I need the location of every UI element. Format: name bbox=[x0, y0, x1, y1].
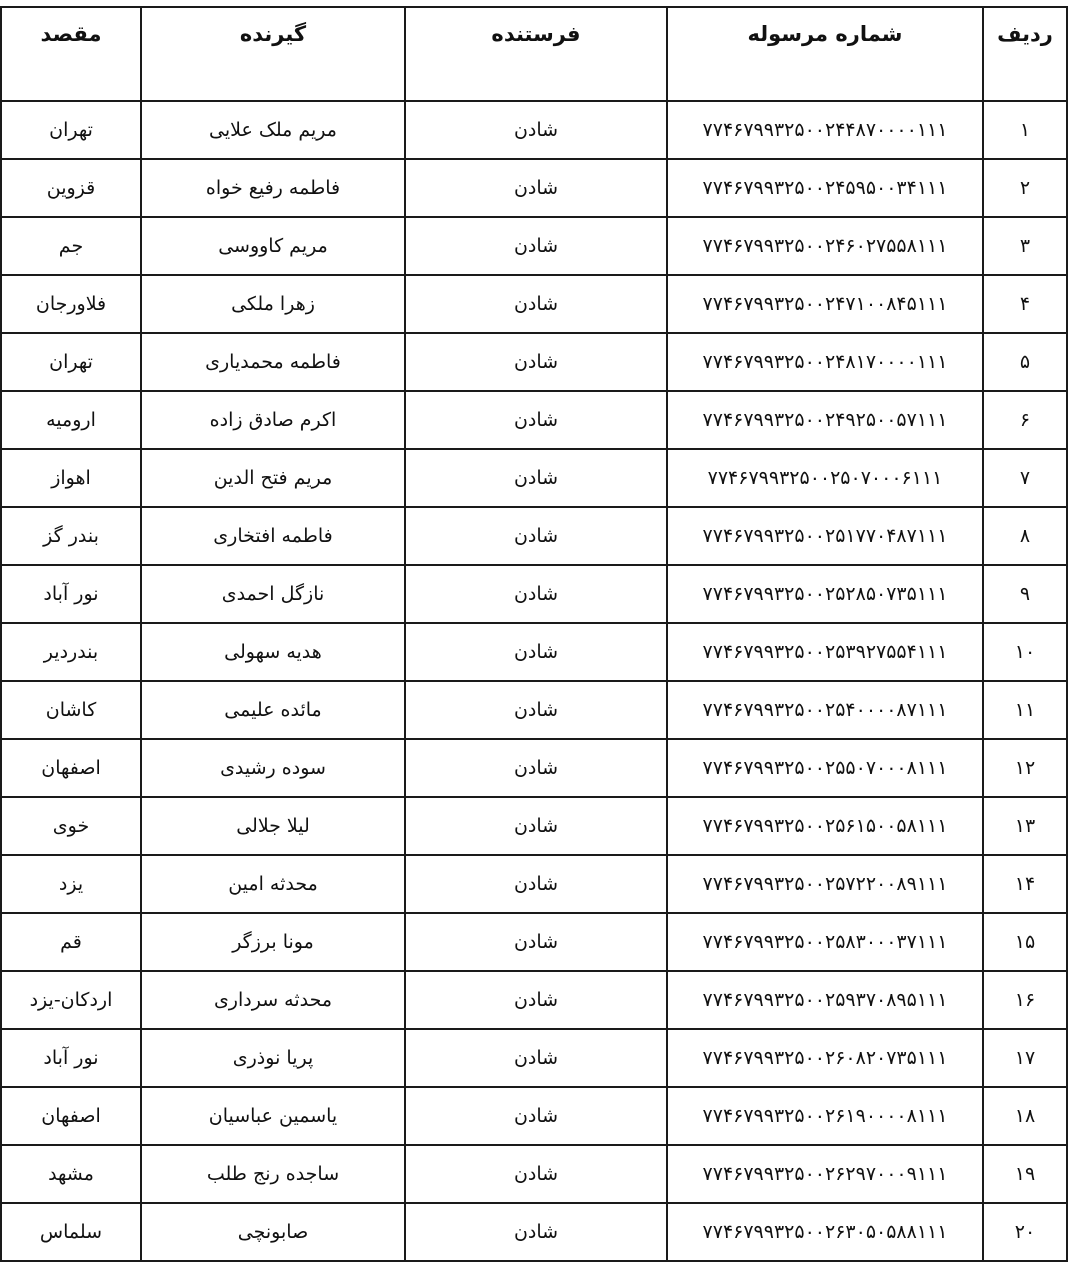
cell-sender: شادن bbox=[405, 1203, 667, 1261]
cell-row-number: ۱۹ bbox=[983, 1145, 1067, 1203]
cell-sender: شادن bbox=[405, 101, 667, 159]
cell-sender: شادن bbox=[405, 681, 667, 739]
cell-receiver: مونا برزگر bbox=[141, 913, 405, 971]
cell-destination: اصفهان bbox=[1, 739, 141, 797]
cell-sender: شادن bbox=[405, 1087, 667, 1145]
cell-receiver: فاطمه رفیع خواه bbox=[141, 159, 405, 217]
table-row bbox=[1, 217, 1067, 275]
cell-receiver: فاطمه محمدیاری bbox=[141, 333, 405, 391]
cell-row-number: ۷ bbox=[983, 449, 1067, 507]
cell-tracking-number: ۷۷۴۶۷۹۹۳۲۵۰۰۲۴۵۹۵۰۰۳۴۱۱۱ bbox=[667, 159, 983, 217]
table-row bbox=[1, 159, 1067, 217]
header-tracking-number: شماره مرسوله bbox=[667, 7, 983, 101]
cell-receiver: ساجده رنج طلب bbox=[141, 1145, 405, 1203]
cell-destination: قزوین bbox=[1, 159, 141, 217]
table-row bbox=[1, 913, 1067, 971]
cell-sender: شادن bbox=[405, 449, 667, 507]
cell-row-number: ۸ bbox=[983, 507, 1067, 565]
cell-destination: اصفهان bbox=[1, 1087, 141, 1145]
table-row bbox=[1, 449, 1067, 507]
cell-receiver: نازگل احمدی bbox=[141, 565, 405, 623]
cell-sender: شادن bbox=[405, 1029, 667, 1087]
cell-receiver: اکرم صادق زاده bbox=[141, 391, 405, 449]
cell-receiver: مریم کاووسی bbox=[141, 217, 405, 275]
table-row bbox=[1, 739, 1067, 797]
cell-tracking-number: ۷۷۴۶۷۹۹۳۲۵۰۰۲۶۰۸۲۰۷۳۵۱۱۱ bbox=[667, 1029, 983, 1087]
cell-sender: شادن bbox=[405, 971, 667, 1029]
cell-sender: شادن bbox=[405, 797, 667, 855]
header-sender: فرستنده bbox=[405, 7, 667, 101]
cell-row-number: ۴ bbox=[983, 275, 1067, 333]
cell-row-number: ۱۶ bbox=[983, 971, 1067, 1029]
cell-tracking-number: ۷۷۴۶۷۹۹۳۲۵۰۰۲۵۶۱۵۰۰۵۸۱۱۱ bbox=[667, 797, 983, 855]
cell-destination: نور آباد bbox=[1, 1029, 141, 1087]
cell-sender: شادن bbox=[405, 391, 667, 449]
cell-row-number: ۱۸ bbox=[983, 1087, 1067, 1145]
shipment-sheet bbox=[0, 6, 1080, 1262]
table-row bbox=[1, 1029, 1067, 1087]
cell-tracking-number: ۷۷۴۶۷۹۹۳۲۵۰۰۲۶۳۰۵۰۵۸۸۱۱۱ bbox=[667, 1203, 983, 1261]
cell-receiver: زهرا ملکی bbox=[141, 275, 405, 333]
cell-receiver: پریا نوذری bbox=[141, 1029, 405, 1087]
cell-destination: مشهد bbox=[1, 1145, 141, 1203]
cell-destination: ارومیه bbox=[1, 391, 141, 449]
cell-receiver: مریم فتح الدین bbox=[141, 449, 405, 507]
cell-row-number: ۲۰ bbox=[983, 1203, 1067, 1261]
cell-destination: قم bbox=[1, 913, 141, 971]
table-row bbox=[1, 1087, 1067, 1145]
cell-sender: شادن bbox=[405, 739, 667, 797]
table-row bbox=[1, 855, 1067, 913]
cell-destination: اهواز bbox=[1, 449, 141, 507]
cell-sender: شادن bbox=[405, 507, 667, 565]
cell-destination: جم bbox=[1, 217, 141, 275]
cell-tracking-number: ۷۷۴۶۷۹۹۳۲۵۰۰۲۵۸۳۰۰۰۳۷۱۱۱ bbox=[667, 913, 983, 971]
cell-tracking-number: ۷۷۴۶۷۹۹۳۲۵۰۰۲۵۷۲۲۰۰۸۹۱۱۱ bbox=[667, 855, 983, 913]
cell-tracking-number: ۷۷۴۶۷۹۹۳۲۵۰۰۲۵۰۷۰۰۰۶۱۱۱ bbox=[667, 449, 983, 507]
cell-sender: شادن bbox=[405, 565, 667, 623]
cell-receiver: محدثه امین bbox=[141, 855, 405, 913]
header-destination: مقصد bbox=[1, 7, 141, 101]
cell-row-number: ۱۲ bbox=[983, 739, 1067, 797]
table-row bbox=[1, 797, 1067, 855]
cell-tracking-number: ۷۷۴۶۷۹۹۳۲۵۰۰۲۵۲۸۵۰۷۳۵۱۱۱ bbox=[667, 565, 983, 623]
cell-row-number: ۱ bbox=[983, 101, 1067, 159]
table-row bbox=[1, 971, 1067, 1029]
cell-sender: شادن bbox=[405, 855, 667, 913]
cell-receiver: مائده علیمی bbox=[141, 681, 405, 739]
cell-receiver: یاسمین عباسیان bbox=[141, 1087, 405, 1145]
table-row bbox=[1, 1203, 1067, 1261]
cell-destination: تهران bbox=[1, 333, 141, 391]
table-row bbox=[1, 565, 1067, 623]
cell-receiver: محدثه سرداری bbox=[141, 971, 405, 1029]
table-row bbox=[1, 681, 1067, 739]
cell-sender: شادن bbox=[405, 1145, 667, 1203]
cell-receiver: مریم ملک علایی bbox=[141, 101, 405, 159]
cell-tracking-number: ۷۷۴۶۷۹۹۳۲۵۰۰۲۵۱۷۷۰۴۸۷۱۱۱ bbox=[667, 507, 983, 565]
cell-sender: شادن bbox=[405, 333, 667, 391]
cell-row-number: ۹ bbox=[983, 565, 1067, 623]
cell-destination: سلماس bbox=[1, 1203, 141, 1261]
cell-receiver: فاطمه افتخاری bbox=[141, 507, 405, 565]
table-row bbox=[1, 1145, 1067, 1203]
header-row bbox=[1, 7, 1067, 101]
cell-destination: بندردیر bbox=[1, 623, 141, 681]
cell-row-number: ۱۰ bbox=[983, 623, 1067, 681]
table-row bbox=[1, 275, 1067, 333]
header-receiver: گیرنده bbox=[141, 7, 405, 101]
cell-destination: اردکان-یزد bbox=[1, 971, 141, 1029]
cell-destination: یزد bbox=[1, 855, 141, 913]
cell-tracking-number: ۷۷۴۶۷۹۹۳۲۵۰۰۲۴۹۲۵۰۰۵۷۱۱۱ bbox=[667, 391, 983, 449]
cell-receiver: لیلا جلالی bbox=[141, 797, 405, 855]
cell-destination: فلاورجان bbox=[1, 275, 141, 333]
cell-receiver: سوده رشیدی bbox=[141, 739, 405, 797]
cell-tracking-number: ۷۷۴۶۷۹۹۳۲۵۰۰۲۴۸۱۷۰۰۰۰۱۱۱ bbox=[667, 333, 983, 391]
cell-row-number: ۳ bbox=[983, 217, 1067, 275]
cell-destination: کاشان bbox=[1, 681, 141, 739]
cell-row-number: ۱۳ bbox=[983, 797, 1067, 855]
cell-row-number: ۱۴ bbox=[983, 855, 1067, 913]
table-row bbox=[1, 101, 1067, 159]
cell-destination: تهران bbox=[1, 101, 141, 159]
cell-destination: بندر گز bbox=[1, 507, 141, 565]
cell-receiver: هدیه سهولی bbox=[141, 623, 405, 681]
table-row bbox=[1, 623, 1067, 681]
cell-tracking-number: ۷۷۴۶۷۹۹۳۲۵۰۰۲۵۴۰۰۰۰۸۷۱۱۱ bbox=[667, 681, 983, 739]
cell-row-number: ۶ bbox=[983, 391, 1067, 449]
cell-sender: شادن bbox=[405, 623, 667, 681]
cell-destination: خوی bbox=[1, 797, 141, 855]
cell-tracking-number: ۷۷۴۶۷۹۹۳۲۵۰۰۲۶۲۹۷۰۰۰۹۱۱۱ bbox=[667, 1145, 983, 1203]
cell-tracking-number: ۷۷۴۶۷۹۹۳۲۵۰۰۲۶۱۹۰۰۰۰۸۱۱۱ bbox=[667, 1087, 983, 1145]
cell-tracking-number: ۷۷۴۶۷۹۹۳۲۵۰۰۲۴۶۰۲۷۵۵۸۱۱۱ bbox=[667, 217, 983, 275]
cell-tracking-number: ۷۷۴۶۷۹۹۳۲۵۰۰۲۵۳۹۲۷۵۵۴۱۱۱ bbox=[667, 623, 983, 681]
cell-sender: شادن bbox=[405, 275, 667, 333]
cell-row-number: ۱۱ bbox=[983, 681, 1067, 739]
cell-tracking-number: ۷۷۴۶۷۹۹۳۲۵۰۰۲۴۴۸۷۰۰۰۰۱۱۱ bbox=[667, 101, 983, 159]
cell-row-number: ۱۵ bbox=[983, 913, 1067, 971]
table-row bbox=[1, 507, 1067, 565]
cell-destination: نور آباد bbox=[1, 565, 141, 623]
cell-sender: شادن bbox=[405, 913, 667, 971]
cell-sender: شادن bbox=[405, 159, 667, 217]
cell-row-number: ۲ bbox=[983, 159, 1067, 217]
cell-sender: شادن bbox=[405, 217, 667, 275]
cell-row-number: ۵ bbox=[983, 333, 1067, 391]
shipments-table bbox=[0, 6, 1068, 1262]
cell-tracking-number: ۷۷۴۶۷۹۹۳۲۵۰۰۲۵۵۰۷۰۰۰۸۱۱۱ bbox=[667, 739, 983, 797]
table-row bbox=[1, 391, 1067, 449]
cell-receiver: صابونچی bbox=[141, 1203, 405, 1261]
table-row bbox=[1, 333, 1067, 391]
cell-tracking-number: ۷۷۴۶۷۹۹۳۲۵۰۰۲۴۷۱۰۰۸۴۵۱۱۱ bbox=[667, 275, 983, 333]
header-row-number: ردیف bbox=[983, 7, 1067, 101]
cell-row-number: ۱۷ bbox=[983, 1029, 1067, 1087]
table-body bbox=[1, 101, 1067, 1261]
cell-tracking-number: ۷۷۴۶۷۹۹۳۲۵۰۰۲۵۹۳۷۰۸۹۵۱۱۱ bbox=[667, 971, 983, 1029]
